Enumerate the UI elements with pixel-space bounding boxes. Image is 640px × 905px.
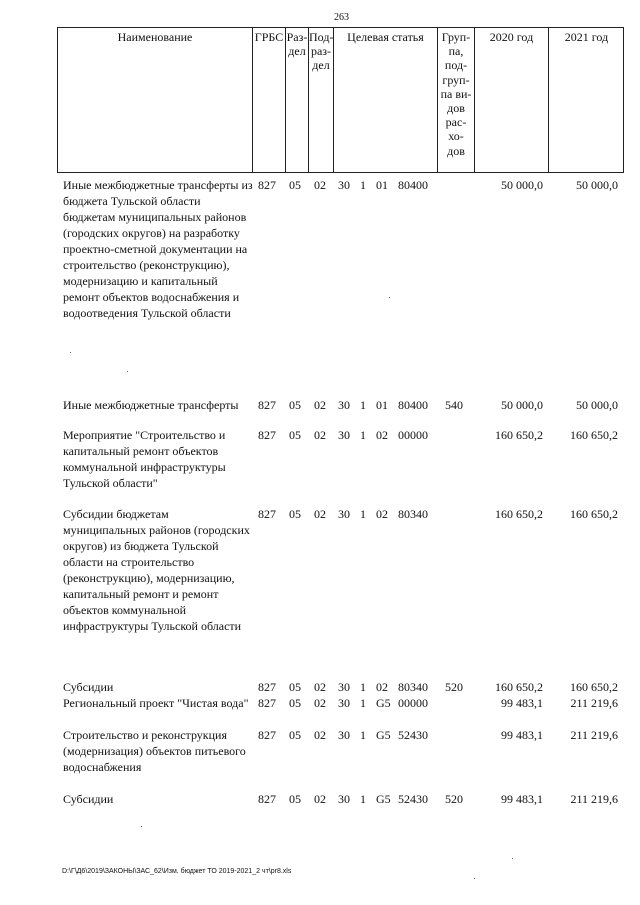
row-target-4: 00000 bbox=[398, 696, 428, 710]
row-name: Субсидии bbox=[63, 680, 114, 694]
row-2021: 211 219,6 bbox=[570, 792, 618, 806]
row-target-1: 30 bbox=[338, 792, 350, 806]
row-target-4: 80400 bbox=[398, 398, 428, 412]
row-target-4: 80340 bbox=[398, 680, 428, 694]
row-razdel: 05 bbox=[289, 507, 301, 521]
row-podrazdel: 02 bbox=[314, 680, 326, 694]
row-2021: 50 000,0 bbox=[576, 398, 618, 412]
row-2021: 50 000,0 bbox=[576, 178, 618, 192]
row-target-3: G5 bbox=[376, 728, 391, 742]
row-name: Мероприятие "Строительство и капитальный ремонт объектов коммунальной инфраструктуры Тульской области" bbox=[63, 428, 226, 490]
row-target-3: G5 bbox=[376, 792, 391, 806]
row-target-1: 30 bbox=[338, 428, 350, 442]
row-group: 520 bbox=[445, 792, 463, 806]
row-target-4: 80400 bbox=[398, 178, 428, 192]
row-target-1: 30 bbox=[338, 178, 350, 192]
row-target-2: 1 bbox=[360, 398, 366, 412]
header-group: Груп- па, под- груп- па ви- дов рас- хо- дов bbox=[440, 30, 472, 158]
row-2020: 99 483,1 bbox=[501, 728, 543, 742]
table-header bbox=[57, 27, 624, 173]
row-name: Иные межбюджетные трансферты из бюджета Тульской области бюджетам муниципальных районов (городских округов) на разработку проектно-сметной документации на строительство (реконструкцию), модернизацию и капитальный ремонт объектов водоснабжения и водоотведения Тульской области bbox=[63, 178, 253, 320]
row-target-3: 02 bbox=[376, 680, 388, 694]
row-target-2: 1 bbox=[360, 428, 366, 442]
row-razdel: 05 bbox=[289, 728, 301, 742]
column-divider bbox=[548, 27, 549, 173]
row-grbs: 827 bbox=[258, 792, 276, 806]
file-path-footer: D:\Г\Д6\2019\ЗАКОНЫ\ЗАС_62\Изм. бюджет ТО 2019-2021_2 чт\pr8.xls bbox=[62, 868, 292, 875]
row-2020: 160 650,2 bbox=[495, 507, 543, 521]
row-podrazdel: 02 bbox=[314, 428, 326, 442]
column-divider bbox=[474, 27, 475, 173]
scan-speck bbox=[512, 858, 513, 859]
scan-speck bbox=[70, 352, 71, 353]
row-target-2: 1 bbox=[360, 680, 366, 694]
row-target-1: 30 bbox=[338, 507, 350, 521]
row-2020: 99 483,1 bbox=[501, 696, 543, 710]
header-2020: 2020 год bbox=[489, 30, 534, 44]
header-podrazdel: Под- раз- дел bbox=[309, 30, 334, 72]
header-target: Целевая статья bbox=[347, 30, 424, 44]
page-number: 263 bbox=[334, 12, 349, 23]
row-target-3: 02 bbox=[376, 428, 388, 442]
row-razdel: 05 bbox=[289, 398, 301, 412]
row-podrazdel: 02 bbox=[314, 792, 326, 806]
row-razdel: 05 bbox=[289, 792, 301, 806]
row-2020: 160 650,2 bbox=[495, 680, 543, 694]
row-target-2: 1 bbox=[360, 507, 366, 521]
row-target-1: 30 bbox=[338, 398, 350, 412]
row-name: Субсидии bbox=[63, 792, 114, 806]
row-target-1: 30 bbox=[338, 728, 350, 742]
row-razdel: 05 bbox=[289, 428, 301, 442]
row-target-3: 01 bbox=[376, 178, 388, 192]
row-razdel: 05 bbox=[289, 680, 301, 694]
row-2020: 160 650,2 bbox=[495, 428, 543, 442]
scan-speck bbox=[127, 371, 128, 372]
scan-speck bbox=[389, 297, 390, 298]
row-podrazdel: 02 bbox=[314, 178, 326, 192]
header-2021: 2021 год bbox=[564, 30, 609, 44]
row-grbs: 827 bbox=[258, 428, 276, 442]
row-name: Иные межбюджетные трансферты bbox=[63, 398, 239, 412]
row-grbs: 827 bbox=[258, 178, 276, 192]
row-group: 520 bbox=[445, 680, 463, 694]
header-grbs: ГРБС bbox=[254, 30, 284, 44]
row-name: Региональный проект "Чистая вода" bbox=[63, 696, 249, 710]
row-target-1: 30 bbox=[338, 696, 350, 710]
row-2021: 160 650,2 bbox=[570, 507, 618, 521]
row-2020: 50 000,0 bbox=[501, 398, 543, 412]
row-2021: 160 650,2 bbox=[570, 680, 618, 694]
row-razdel: 05 bbox=[289, 178, 301, 192]
scan-speck bbox=[474, 878, 475, 879]
row-target-3: 02 bbox=[376, 507, 388, 521]
column-divider bbox=[333, 27, 334, 173]
row-2021: 211 219,6 bbox=[570, 728, 618, 742]
row-target-4: 80340 bbox=[398, 507, 428, 521]
row-2020: 99 483,1 bbox=[501, 792, 543, 806]
row-podrazdel: 02 bbox=[314, 728, 326, 742]
row-target-1: 30 bbox=[338, 680, 350, 694]
header-name: Наименование bbox=[117, 30, 193, 44]
row-target-2: 1 bbox=[360, 696, 366, 710]
row-grbs: 827 bbox=[258, 696, 276, 710]
row-2021: 211 219,6 bbox=[570, 696, 618, 710]
row-target-4: 52430 bbox=[398, 728, 428, 742]
row-name: Строительство и реконструкция (модернизация) объектов питьевого водоснабжения bbox=[63, 728, 246, 774]
row-podrazdel: 02 bbox=[314, 507, 326, 521]
row-podrazdel: 02 bbox=[314, 398, 326, 412]
column-divider bbox=[252, 27, 253, 173]
row-grbs: 827 bbox=[258, 680, 276, 694]
row-grbs: 827 bbox=[258, 507, 276, 521]
row-podrazdel: 02 bbox=[314, 696, 326, 710]
row-name: Субсидии бюджетам муниципальных районов (городских округов) из бюджета Тульской области на строительство (реконструкцию), модернизацию, капитальный ремонт и ремонт объектов коммунальной инфраструктуры Тульской области bbox=[63, 507, 250, 633]
row-2021: 160 650,2 bbox=[570, 428, 618, 442]
row-target-4: 00000 bbox=[398, 428, 428, 442]
row-target-2: 1 bbox=[360, 728, 366, 742]
row-target-3: 01 bbox=[376, 398, 388, 412]
scan-speck bbox=[141, 826, 142, 827]
row-group: 540 bbox=[445, 398, 463, 412]
row-target-2: 1 bbox=[360, 792, 366, 806]
row-grbs: 827 bbox=[258, 398, 276, 412]
header-razdel: Раз- дел bbox=[286, 30, 308, 58]
row-grbs: 827 bbox=[258, 728, 276, 742]
row-2020: 50 000,0 bbox=[501, 178, 543, 192]
row-target-2: 1 bbox=[360, 178, 366, 192]
row-target-3: G5 bbox=[376, 696, 391, 710]
row-razdel: 05 bbox=[289, 696, 301, 710]
row-target-4: 52430 bbox=[398, 792, 428, 806]
